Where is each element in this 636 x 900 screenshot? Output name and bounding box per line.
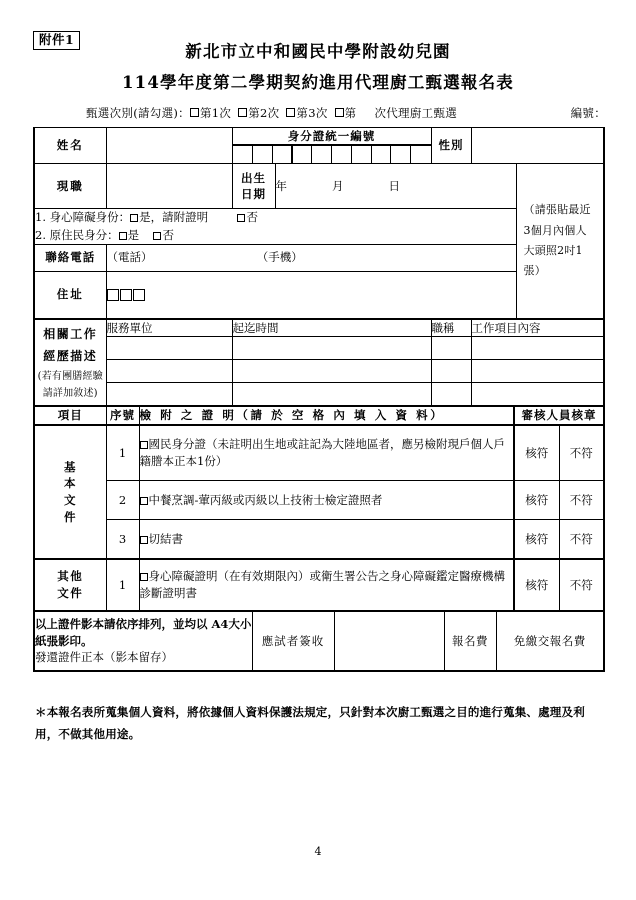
phone-mobile-label: （手機） [262, 250, 303, 265]
checklist-seq: 2 [106, 480, 139, 519]
experience-cell-content[interactable] [471, 383, 604, 406]
checklist-table [33, 405, 605, 611]
experience-cell-title[interactable] [431, 337, 471, 360]
row-current-job [34, 164, 604, 209]
checklist-desc-text: 國民身分證（未註明出生地或註記為大陸地區者，應另檢附現戶個人戶籍謄本正本1份） [139, 437, 505, 468]
selection-round-label: 甄選次別(請勾選)： [86, 105, 190, 120]
checkbox-round-3[interactable] [286, 108, 295, 117]
checklist-header-desc: 檢 附 之 證 明（請 於 空 格 內 填 入 資 料） [139, 406, 514, 425]
dob-year-label: 年 [275, 178, 288, 193]
checklist-category-other [34, 559, 106, 611]
footer-receipt-label: 應試者簽收 [252, 611, 334, 671]
checklist-desc [139, 480, 514, 519]
experience-cell-content[interactable] [471, 337, 604, 360]
checklist-header-item: 項目 [34, 406, 106, 425]
experience-cell-title[interactable] [431, 383, 471, 406]
dob-label-line1: 出生 [241, 170, 266, 185]
id-cell[interactable] [411, 146, 431, 164]
round-other-suffix: 次代理廚工甄選 [374, 105, 458, 120]
review-pass[interactable]: 核符 [514, 559, 559, 611]
experience-row [34, 337, 604, 360]
category-char: 基 [64, 459, 77, 474]
experience-header-period: 起迄時間 [232, 319, 431, 337]
field-date-of-birth[interactable] [275, 164, 516, 209]
checkbox-disability-yes[interactable] [130, 214, 138, 222]
label-id-number: 身分證統一編號 [232, 127, 431, 145]
indigenous-no-label: 否 [162, 227, 174, 242]
field-current-job[interactable] [106, 164, 232, 209]
label-address: 住址 [34, 271, 106, 319]
footer-fee-label: 報名費 [444, 611, 496, 671]
checklist-row [34, 559, 604, 611]
experience-cell-content[interactable] [471, 360, 604, 383]
row-experience-header [34, 319, 604, 337]
checklist-desc-text: 身心障礙證明（在有效期限內）或衛生署公告之身心障礙鑑定醫療機構診斷證明書 [139, 569, 505, 600]
id-cell[interactable] [331, 146, 351, 164]
experience-cell-unit[interactable] [106, 360, 232, 383]
category-char: 文 [64, 492, 77, 507]
postal-code-box[interactable] [133, 289, 145, 301]
checklist-seq: 3 [106, 519, 139, 559]
experience-cell-period[interactable] [232, 360, 431, 383]
id-cell[interactable] [351, 146, 371, 164]
checklist-header-seq: 序號 [106, 406, 139, 425]
experience-cell-title[interactable] [431, 360, 471, 383]
experience-label-line2: 經歷描述 [43, 349, 98, 364]
dob-label-line2: 日期 [241, 187, 266, 202]
selection-round-line [0, 105, 636, 121]
disability-label: 1. 身心障礙身份： [35, 210, 131, 225]
id-cell[interactable] [292, 146, 312, 164]
checklist-desc [139, 559, 514, 611]
label-name: 姓名 [34, 127, 106, 164]
checklist-row [34, 480, 604, 519]
disability-status-row [35, 209, 516, 226]
indigenous-yes-label: 是 [127, 227, 140, 242]
id-cell[interactable] [312, 146, 332, 164]
photo-paste-area [516, 164, 604, 319]
postal-code-box[interactable] [120, 289, 132, 301]
field-address[interactable] [106, 271, 516, 319]
review-pass[interactable]: 核符 [514, 519, 559, 559]
review-pass[interactable]: 核符 [514, 425, 559, 481]
checklist-desc [139, 425, 514, 481]
disability-yes-label: 是，請附證明 [139, 210, 209, 225]
id-number-grid-container [232, 145, 431, 164]
checklist-row [34, 519, 604, 559]
label-gender: 性別 [431, 127, 471, 164]
application-form-table [33, 127, 605, 407]
checkbox-indigenous-yes[interactable] [119, 232, 127, 240]
experience-note-line2: 請詳加敘述) [42, 387, 98, 399]
indigenous-label: 2. 原住民身分： [35, 227, 119, 242]
field-name[interactable] [106, 127, 232, 164]
privacy-notice: ＊本報名表所蒐集個人資料，將依據個人資料保護法規定，只針對本次廚工甄選之目的進行蒐集、處理及利用，不做其他用途。 [35, 704, 585, 742]
experience-cell-unit[interactable] [106, 383, 232, 406]
checklist-seq: 1 [106, 559, 139, 611]
experience-note-line1: (若有團膳經驗 [37, 370, 103, 382]
checklist-desc-text: 中餐烹調-葷丙級或丙級以上技術士檢定證照者 [148, 492, 383, 507]
footer-fee-value: 免繳交報名費 [496, 611, 604, 671]
experience-row [34, 360, 604, 383]
dob-month-label: 月 [332, 178, 345, 193]
id-cell[interactable] [233, 146, 253, 164]
id-cell[interactable] [391, 146, 411, 164]
checkbox-round-other[interactable] [335, 108, 344, 117]
postal-code-box[interactable] [107, 289, 119, 301]
review-fail[interactable]: 不符 [559, 559, 604, 611]
checklist-header-review: 審核人員核章 [514, 406, 604, 425]
experience-label-line1: 相關工作 [43, 327, 98, 342]
checklist-row [34, 425, 604, 481]
footer-row [34, 611, 604, 671]
id-cell[interactable] [371, 146, 391, 164]
checkbox-document[interactable] [140, 497, 148, 505]
checkbox-document[interactable] [140, 573, 148, 581]
row-name [34, 127, 604, 145]
review-pass[interactable]: 核符 [514, 480, 559, 519]
dob-day-label: 日 [388, 178, 401, 193]
id-cell[interactable] [252, 146, 272, 164]
label-current-job: 現職 [34, 164, 106, 209]
id-cell[interactable] [272, 146, 292, 164]
review-fail[interactable]: 不符 [559, 519, 604, 559]
experience-cell-period[interactable] [232, 337, 431, 360]
checklist-category-basic [34, 425, 106, 559]
round-2-label: 第2次 [248, 105, 280, 120]
label-work-experience [34, 319, 106, 406]
category-char: 本 [64, 476, 77, 491]
checkbox-document[interactable] [140, 536, 148, 544]
checklist-seq: 1 [106, 425, 139, 481]
serial-number-label: 編號： [570, 105, 606, 120]
checkbox-indigenous-no[interactable] [153, 232, 161, 240]
label-date-of-birth [232, 164, 275, 209]
checklist-desc [139, 519, 514, 559]
checkbox-document[interactable] [140, 441, 148, 449]
attachment-tag: 附件1 [33, 31, 80, 50]
label-phone: 聯絡電話 [34, 244, 106, 271]
experience-header-unit: 服務單位 [106, 319, 232, 337]
photo-note: （請張貼最近3個月內個人大頭照2吋1張） [523, 203, 591, 278]
footer-table [33, 610, 605, 672]
round-3-label: 第3次 [296, 105, 328, 120]
checklist-desc-text: 切結書 [148, 531, 183, 546]
experience-cell-unit[interactable] [106, 337, 232, 360]
experience-cell-period[interactable] [232, 383, 431, 406]
footer-note-line2: 紙張影印。 [35, 633, 93, 648]
indigenous-status-row [35, 227, 516, 244]
identity-status-cell [34, 209, 516, 244]
checkbox-round-1[interactable] [190, 108, 199, 117]
experience-header-content: 工作項目內容 [471, 319, 604, 337]
checklist-header-row [34, 406, 604, 425]
category-char: 文件 [57, 585, 84, 600]
footer-instructions [34, 611, 252, 671]
page-title-school: 新北市立中和國民中學附設幼兒園 [185, 42, 451, 61]
page-number: 4 [314, 845, 322, 858]
id-number-grid [233, 145, 431, 163]
field-phone[interactable] [106, 244, 516, 271]
round-other-prefix: 第 [344, 105, 357, 120]
title-block [0, 0, 636, 96]
disability-no-label: 否 [246, 210, 258, 225]
category-char: 件 [64, 509, 77, 524]
checkbox-round-2[interactable] [238, 108, 247, 117]
footer-note-line3: 發還證件正本（影本留存） [35, 650, 173, 665]
phone-home-label: （電話） [106, 250, 153, 265]
page-title-form: 114學年度第二學期契約進用代理廚工甄選報名表 [121, 72, 515, 92]
postal-code-boxes[interactable] [107, 286, 516, 303]
checkbox-disability-no[interactable] [237, 214, 245, 222]
experience-header-title: 職稱 [431, 319, 471, 337]
round-1-label: 第1次 [199, 105, 232, 120]
review-fail[interactable]: 不符 [559, 425, 604, 481]
review-fail[interactable]: 不符 [559, 480, 604, 519]
field-gender[interactable] [471, 127, 604, 164]
category-char: 其他 [57, 569, 84, 584]
footer-receipt-field[interactable] [334, 611, 444, 671]
experience-row [34, 383, 604, 406]
footer-note-line1: 以上證件影本請依序排列，並均以 A4大小 [35, 616, 252, 631]
